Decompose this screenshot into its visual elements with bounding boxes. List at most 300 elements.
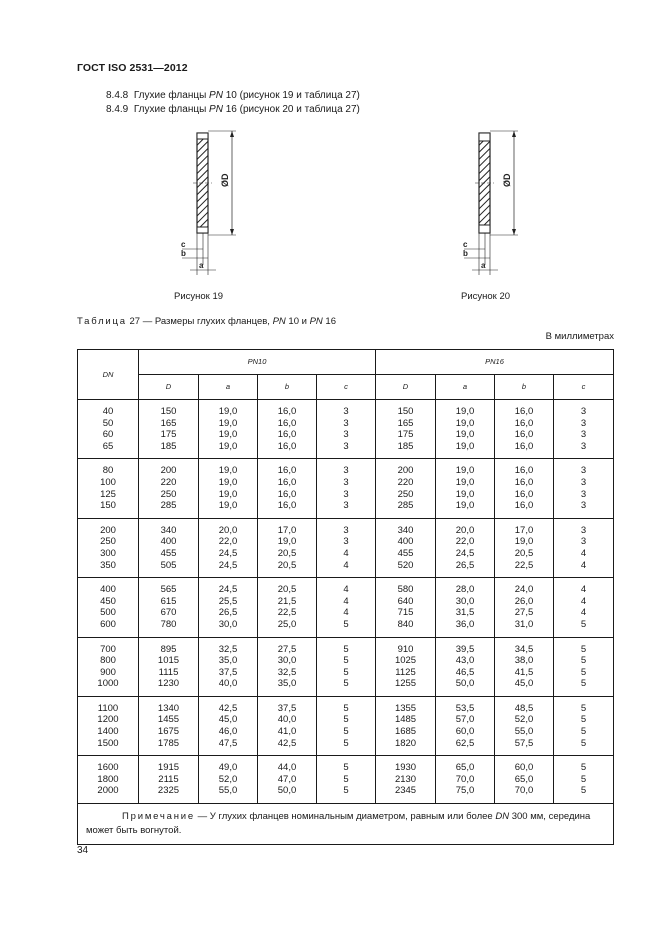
cell-value: 26,0 [514,595,534,607]
cell-value: 19,0 [218,500,238,512]
label-c: c [463,240,468,249]
cell-value: 1400 [97,726,119,738]
table-cell [317,459,376,518]
cell-value: 19,0 [218,488,238,500]
cell-value: 19,0 [455,406,475,417]
clause-8-4-8 [106,90,360,101]
cell-value: 50,0 [277,785,297,797]
subheader-b: b [495,375,554,400]
cell-value: 30,0 [277,655,297,667]
table-cell [495,459,554,518]
label-a: a [199,261,204,270]
clause-pn: PN [209,90,223,101]
cell-value: 150 [397,406,414,417]
cell-value: 3 [343,429,349,441]
cell-value: 200 [100,524,116,536]
cell-value: 24,5 [455,547,475,559]
cell-value: 1230 [157,678,180,690]
cell-value: 19,0 [455,429,475,441]
cell-value: 70,0 [455,773,475,785]
cell-dn [78,637,139,696]
cell-value: 5 [343,643,349,655]
arrow-head [230,131,234,137]
cell-value: 41,5 [514,666,534,678]
table-cell [436,637,495,696]
label-D: ØD [220,173,230,187]
cell-value: 1600 [97,762,119,774]
cell-value: 26,5 [455,559,475,571]
cell-value: 31,5 [455,607,475,619]
cell-value: 16,0 [277,429,297,441]
table-cell [258,459,317,518]
cell-value: 19,0 [218,465,238,477]
cell-value: 20,0 [455,524,475,536]
cell-value: 16,0 [514,500,534,512]
table-cell [495,696,554,755]
note-text: 300 мм, середина может быть вогнутой. [86,811,591,837]
clause-text: 16 (рисунок 20 и таблица 27) [222,104,360,115]
cell-value: 4 [580,595,587,607]
cell-value: 31,0 [514,618,534,630]
table-cell [258,518,317,577]
cell-value: 520 [397,559,414,571]
cell-value: 40,0 [277,714,297,726]
bolt-hole-top [197,133,208,139]
cell-value: 250 [160,488,177,500]
clause-text: Глухие фланцы [133,104,210,115]
bolt-hole-bottom [479,225,490,233]
subheader-d: D [376,375,436,400]
cell-value: 1015 [157,655,180,667]
cell-value: 5 [343,773,349,785]
cell-value: 45,0 [514,678,534,690]
cell-value: 5 [580,655,587,667]
cell-value: 27,5 [514,607,534,619]
cell-value: 3 [580,417,587,429]
table-cell [199,696,258,755]
cell-value: 19,0 [218,406,238,417]
cell-value: 16,0 [277,406,297,417]
cell-value: 285 [160,500,177,512]
table-cell [436,756,495,804]
cell-value: 1340 [157,702,180,714]
cell-value: 150 [160,406,177,417]
cell-value: 1820 [394,737,417,749]
cell-value: 3 [580,488,587,500]
figure-20-drawing [442,125,552,285]
cell-value: 1800 [97,773,119,785]
cell-value: 19,0 [455,488,475,500]
cell-value: 200 [397,465,414,477]
cell-value: 19,0 [455,500,475,512]
cell-value: 3 [580,476,587,488]
table-cell [139,400,199,459]
table-caption-pn: PN [272,316,286,327]
cell-value: 2345 [394,785,417,797]
cell-value: 16,0 [277,476,297,488]
table-cell [436,518,495,577]
table-row-group [78,578,614,637]
cell-value: 16,0 [514,476,534,488]
figure-20-caption: Рисунок 20 [461,291,511,302]
cell-value: 900 [100,666,116,678]
cell-value: 220 [160,476,177,488]
clause-number: 8.4.8 [106,90,129,101]
cell-value: 25,5 [218,595,238,607]
table-cell [317,518,376,577]
cell-value: 16,0 [277,488,297,500]
cell-value: 47,0 [277,773,297,785]
table-cell [554,696,614,755]
cell-value: 5 [343,702,349,714]
table-cell [199,400,258,459]
cell-value: 175 [160,429,177,441]
cell-value: 70,0 [514,785,534,797]
cell-value: 16,0 [514,465,534,477]
table-cell [436,400,495,459]
cell-value: 250 [100,536,116,548]
cell-value: 3 [343,524,349,536]
cell-value: 450 [100,595,116,607]
cell-value: 46,0 [218,726,238,738]
cell-value: 3 [343,417,349,429]
cell-value: 4 [580,607,587,619]
table-cell [317,578,376,637]
cell-value: 65,0 [455,762,475,774]
cell-value: 5 [580,737,587,749]
cell-value: 30,0 [218,618,238,630]
table-note-row [78,804,614,845]
cell-value: 5 [343,714,349,726]
cell-value: 40,0 [218,678,238,690]
cell-value: 300 [100,547,116,559]
table-cell [495,578,554,637]
label-a: a [481,261,486,270]
cell-value: 340 [160,524,177,536]
cell-value: 80 [102,465,114,477]
cell-value: 1455 [157,714,180,726]
cell-dn [78,459,139,518]
subheader-d: D [139,375,199,400]
table-cell [495,518,554,577]
cell-value: 5 [580,678,587,690]
cell-value: 125 [100,488,116,500]
cell-value: 220 [397,476,414,488]
arrow-head [230,229,234,235]
table-cell [376,400,436,459]
table-cell [554,400,614,459]
cell-value: 46,5 [455,666,475,678]
clause-number: 8.4.9 [106,104,129,115]
cell-value: 200 [160,465,177,477]
cell-value: 5 [580,773,587,785]
table-cell [554,578,614,637]
table-cell [376,637,436,696]
cell-value: 1915 [157,762,180,774]
cell-value: 5 [580,714,587,726]
clause-text: 10 (рисунок 19 и таблица 27) [222,90,360,101]
cell-value: 17,0 [277,524,297,536]
cell-value: 41,0 [277,726,297,738]
table-cell [376,459,436,518]
cell-value: 5 [580,702,587,714]
table-cell [436,459,495,518]
table-caption-text: 27 — Размеры глухих фланцев, [126,316,273,327]
table-cell [139,756,199,804]
cell-value: 21,5 [277,595,297,607]
arrow-head [512,131,516,137]
cell-value: 37,5 [218,666,238,678]
cell-value: 185 [160,440,177,452]
table-row-group [78,459,614,518]
cell-value: 32,5 [277,666,297,678]
cell-value: 57,5 [514,737,534,749]
note-text: — У глухих фланцев номинальным диаметром, равным или более [195,811,496,823]
bolt-hole-top [479,133,490,141]
cell-value: 1355 [394,702,417,714]
cell-value: 4 [343,607,349,619]
cell-value: 53,5 [455,702,475,714]
cell-value: 19,0 [218,476,238,488]
cell-value: 4 [343,559,349,571]
table-row-group [78,756,614,804]
table-cell [376,756,436,804]
header-pn10: PN10 [139,350,376,375]
arrow-head [512,229,516,235]
cell-value: 20,5 [277,547,297,559]
table-cell [554,637,614,696]
cell-value: 3 [343,476,349,488]
cell-dn [78,756,139,804]
table-cell [258,756,317,804]
cell-value: 3 [343,465,349,477]
table-cell [258,400,317,459]
cell-value: 57,0 [455,714,475,726]
label-b: b [463,249,468,258]
cell-value: 1000 [97,678,119,690]
cell-value: 19,0 [455,440,475,452]
subheader-b: b [258,375,317,400]
cell-value: 4 [580,584,587,596]
table-caption-text: 16 [322,316,337,327]
cell-value: 65,0 [514,773,534,785]
cell-value: 150 [100,500,116,512]
table-cell [436,578,495,637]
subheader-c: c [317,375,376,400]
table-cell [199,518,258,577]
table-cell [495,400,554,459]
cell-value: 600 [100,618,116,630]
table-cell [495,756,554,804]
cell-value: 49,0 [218,762,238,774]
cell-value: 1485 [394,714,417,726]
cell-value: 400 [160,536,177,548]
cell-value: 5 [343,762,349,774]
cell-value: 615 [160,595,177,607]
cell-value: 3 [580,465,587,477]
cell-value: 4 [343,547,349,559]
cell-value: 165 [397,417,414,429]
cell-value: 75,0 [455,785,475,797]
cell-value: 20,5 [514,547,534,559]
cell-value: 3 [343,406,349,417]
cell-value: 3 [580,429,587,441]
cell-value: 19,0 [218,417,238,429]
cell-value: 340 [397,524,414,536]
cell-value: 4 [580,547,587,559]
cell-value: 40 [102,406,114,417]
table-cell [258,637,317,696]
table-cell [199,637,258,696]
cell-value: 17,0 [514,524,534,536]
table-cell [317,400,376,459]
cell-value: 4 [343,595,349,607]
table-cell [139,518,199,577]
cell-value: 2000 [97,785,119,797]
cell-value: 4 [580,559,587,571]
cell-value: 39,5 [455,643,475,655]
cell-value: 895 [160,643,177,655]
cell-value: 36,0 [455,618,475,630]
clause-text: Глухие фланцы [133,90,210,101]
cell-value: 43,0 [455,655,475,667]
subheader-c: c [554,375,614,400]
cell-value: 22,0 [218,536,238,548]
cell-value: 42,5 [218,702,238,714]
cell-value: 185 [397,440,414,452]
cell-value: 24,0 [514,584,534,596]
cell-value: 100 [100,476,116,488]
cell-value: 50 [102,417,114,429]
table-cell [199,459,258,518]
table-caption-label: Таблица [77,316,127,327]
cell-value: 3 [580,440,587,452]
cell-value: 22,5 [514,559,534,571]
cell-value: 24,5 [218,547,238,559]
cell-value: 455 [397,547,414,559]
cell-value: 5 [580,762,587,774]
table-row-group [78,400,614,459]
cell-value: 1200 [97,714,119,726]
cell-value: 27,5 [277,643,297,655]
table-note [78,804,614,845]
bolt-hole-bottom [197,227,208,233]
clause-8-4-9 [106,104,360,115]
cell-value: 35,0 [277,678,297,690]
cell-value: 5 [580,726,587,738]
cell-value: 20,5 [277,584,297,596]
flange-dimensions-table [77,349,614,845]
cell-value: 24,5 [218,559,238,571]
cell-value: 52,0 [218,773,238,785]
cell-value: 16,0 [277,440,297,452]
label-b: b [181,249,186,258]
table-cell [376,578,436,637]
table-cell [199,756,258,804]
table-row-group [78,637,614,696]
table-caption-text: 10 и [285,316,310,327]
cell-value: 16,0 [277,417,297,429]
cell-value: 350 [100,559,116,571]
table-caption-pn: PN [309,316,323,327]
cell-value: 5 [343,618,349,630]
cell-value: 55,0 [218,785,238,797]
cell-value: 38,0 [514,655,534,667]
cell-value: 30,0 [455,595,475,607]
cell-value: 3 [580,500,587,512]
cell-value: 5 [343,726,349,738]
cell-value: 19,0 [218,429,238,441]
cell-value: 400 [397,536,414,548]
cell-value: 3 [580,524,587,536]
cell-value: 25,0 [277,618,297,630]
cell-value: 3 [343,440,349,452]
label-D: ØD [502,173,512,187]
cell-value: 60 [102,429,114,441]
cell-value: 1785 [157,737,180,749]
cell-value: 1930 [394,762,417,774]
cell-value: 55,0 [514,726,534,738]
cell-value: 910 [397,643,414,655]
cell-dn [78,578,139,637]
cell-value: 19,0 [455,476,475,488]
cell-value: 22,5 [277,607,297,619]
cell-value: 1100 [97,702,119,714]
cell-value: 48,5 [514,702,534,714]
cell-value: 4 [343,584,349,596]
cell-value: 16,0 [514,429,534,441]
cell-value: 505 [160,559,177,571]
table-cell [258,696,317,755]
cell-value: 20,0 [218,524,238,536]
cell-value: 16,0 [277,465,297,477]
page-number: 34 [77,845,89,856]
table-cell [258,578,317,637]
cell-dn [78,400,139,459]
cell-value: 42,5 [277,737,297,749]
subheader-a: a [436,375,495,400]
cell-value: 165 [160,417,177,429]
cell-value: 45,0 [218,714,238,726]
table-cell [554,756,614,804]
cell-value: 16,0 [514,406,534,417]
cell-value: 780 [160,618,177,630]
cell-value: 44,0 [277,762,297,774]
cell-value: 670 [160,607,177,619]
cell-value: 16,0 [514,440,534,452]
cell-value: 3 [343,500,349,512]
cell-value: 250 [397,488,414,500]
cell-value: 26,5 [218,607,238,619]
cell-value: 3 [343,488,349,500]
figure-19-drawing [160,125,270,285]
cell-value: 16,0 [514,488,534,500]
cell-value: 5 [343,655,349,667]
cell-value: 1675 [157,726,180,738]
cell-value: 5 [580,643,587,655]
cell-value: 3 [343,536,349,548]
cell-value: 65 [102,440,114,452]
cell-value: 32,5 [218,643,238,655]
cell-value: 5 [580,785,587,797]
cell-value: 285 [397,500,414,512]
table-cell [436,696,495,755]
cell-value: 22,0 [455,536,475,548]
cell-value: 565 [160,584,177,596]
cell-value: 60,0 [514,762,534,774]
cell-value: 19,0 [218,440,238,452]
note-dn: DN [495,811,510,823]
